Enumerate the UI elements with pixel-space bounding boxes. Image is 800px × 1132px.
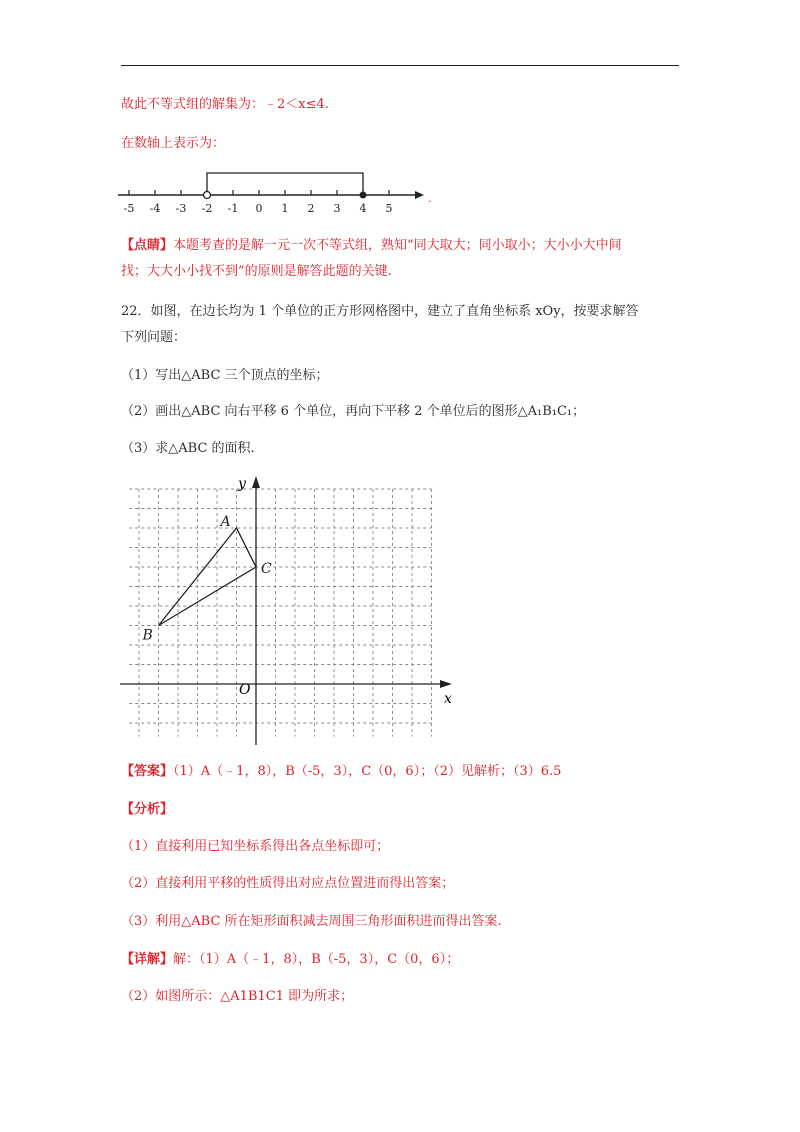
origin-label: O: [239, 682, 251, 698]
comment-line-1: [121, 237, 622, 255]
coordinate-figure: [110, 470, 470, 750]
detail-tag: 【详解】: [121, 952, 174, 967]
number-line-tick-label: 2: [307, 202, 315, 215]
number-line-tick-label: 5: [385, 202, 393, 215]
vertex-label-b: B: [142, 627, 153, 644]
number-line-caption: 在数轴上表示为：: [121, 136, 226, 151]
problem-line-2: 下列问题：: [121, 330, 187, 345]
open-point: [204, 192, 211, 199]
number-line-tick-label: -3: [175, 202, 187, 215]
number-line-tick-label: 3: [333, 202, 341, 215]
number-line-tick-label: -2: [201, 202, 213, 215]
number-line-tick-label: -5: [123, 202, 135, 215]
answer-tag: 【答案】: [121, 764, 174, 779]
closed-point: [360, 192, 367, 199]
header-rule: [121, 65, 679, 66]
detail-text-1: 解：（1）A（﹣1，8），B（-5，3），C（0，6）；: [173, 952, 460, 967]
comment-text-1: 本题考查的是解一元一次不等式组，熟知“同大取大；同小取小；大小小大中间: [173, 238, 622, 253]
solution-line: 故此不等式组的解集为：﹣2＜x≤4.: [121, 97, 329, 112]
x-axis-arrow: [440, 680, 452, 688]
trailing-dot: .: [428, 192, 432, 205]
triangle-abc: [159, 528, 257, 626]
question-2: （2）画出△ABC 向右平移 6 个单位，再向下平移 2 个单位后的图形△A₁B₁C₁；: [121, 404, 586, 419]
analysis-line-3: （3）利用△ABC 所在矩形面积减去周围三角形面积进而得出答案.: [121, 914, 502, 929]
answer-text: （1）A（﹣1，8），B（-5，3），C（0，6）；（2）见解析；（3）6.5: [173, 764, 562, 779]
comment-line-2: 找；大大小小找不到”的原则是解答此题的关键.: [121, 264, 392, 279]
number-line-tick-label: -4: [149, 202, 161, 215]
number-line: [110, 160, 440, 220]
problem-line-1: 22．如图，在边长均为 1 个单位的正方形网格图中，建立了直角坐标系 xOy，按要求解答: [121, 304, 639, 319]
number-line-tick-label: 1: [281, 202, 289, 215]
detail-line-2: （2）如图所示：△A1B1C1 即为所求；: [121, 989, 354, 1004]
vertex-label-c: C: [261, 561, 272, 577]
question-3: （3）求△ABC 的面积.: [121, 441, 255, 456]
vertex-label-a: A: [220, 514, 231, 530]
question-1: （1）写出△ABC 三个顶点的坐标；: [121, 368, 329, 383]
y-axis-arrow: [252, 476, 260, 488]
number-line-tick-label: -1: [227, 202, 239, 215]
analysis-line-1: （1）直接利用已知坐标系得出各点坐标即可；: [121, 839, 390, 854]
detail-line-1: [121, 951, 459, 969]
analysis-line-2: （2）直接利用平移的性质得出对应点位置进而得出答案；: [121, 876, 455, 891]
number-line-arrow: [415, 191, 424, 199]
number-line-tick-label: 4: [359, 202, 367, 215]
y-axis-label: y: [238, 476, 246, 492]
solution-bracket: [207, 173, 363, 191]
x-axis-label: x: [444, 691, 452, 707]
analysis-tag: 【分析】: [121, 802, 174, 817]
number-line-tick-label: 0: [255, 202, 263, 215]
answer-line: [121, 763, 561, 781]
comment-tag: 【点睛】: [121, 238, 174, 253]
